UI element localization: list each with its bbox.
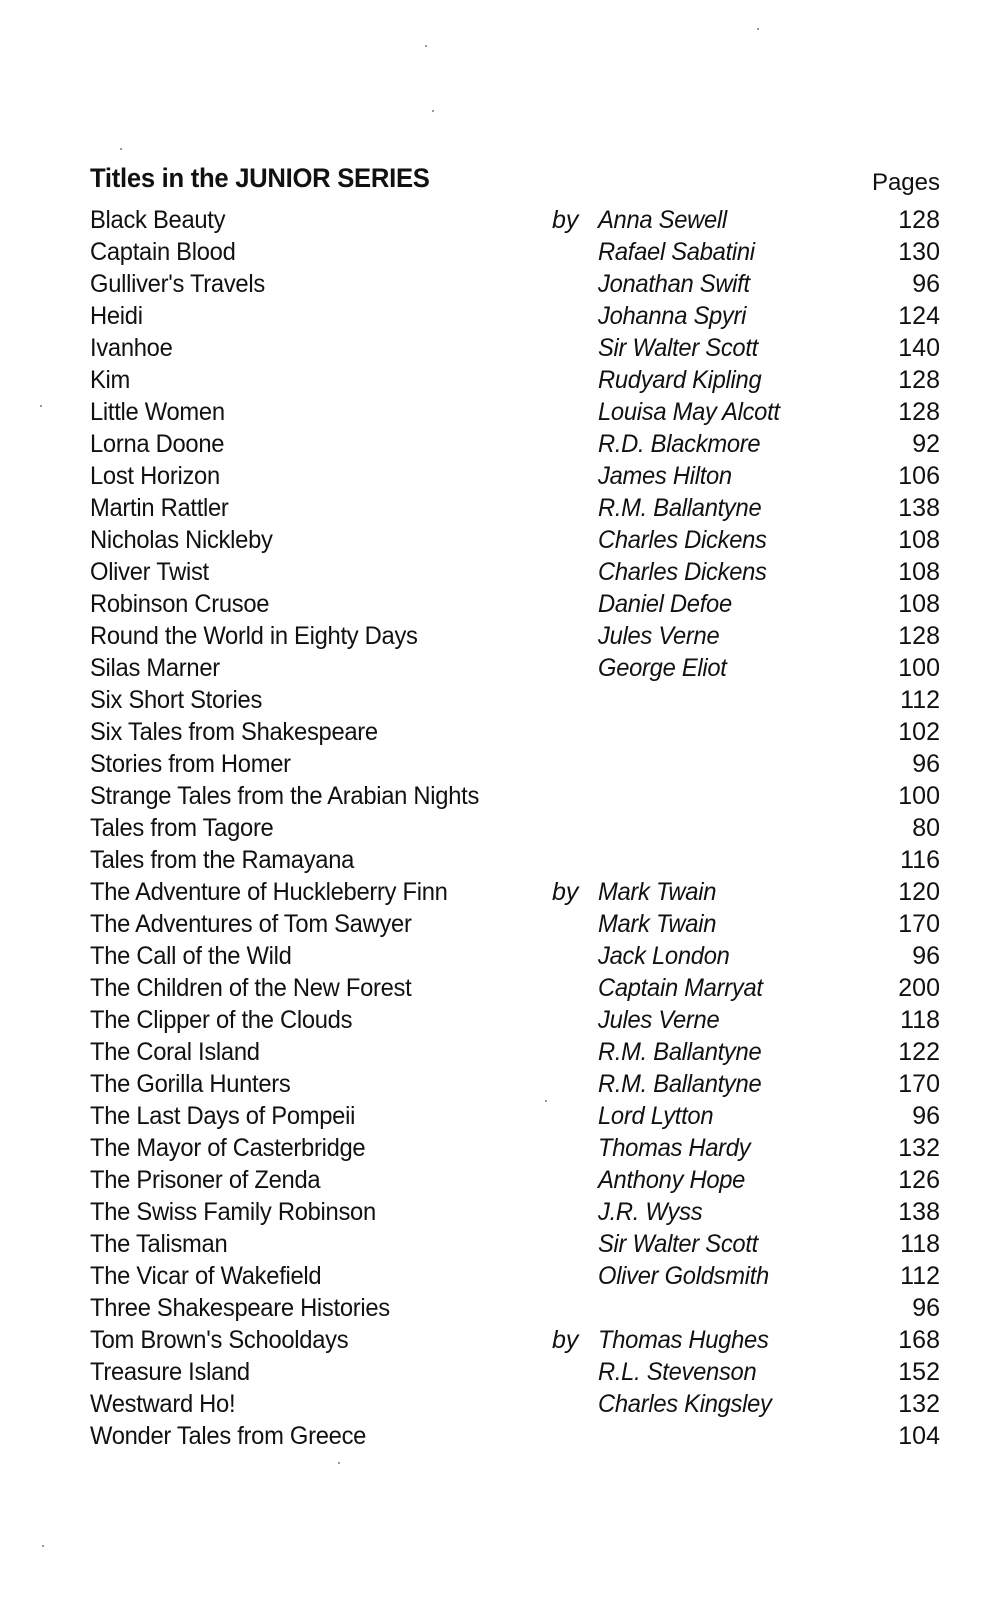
- book-pages: 108: [898, 526, 940, 554]
- book-author: Thomas Hardy: [598, 1134, 751, 1162]
- book-row: [90, 1164, 940, 1196]
- book-author: Jules Verne: [598, 622, 720, 650]
- scan-speck: [757, 28, 759, 30]
- book-pages: 96: [912, 942, 940, 970]
- book-title: Gulliver's Travels: [90, 270, 265, 298]
- series-title: Titles in the JUNIOR SERIES: [90, 163, 430, 193]
- book-author: Lord Lytton: [598, 1102, 714, 1130]
- book-title: Ivanhoe: [90, 334, 173, 362]
- book-row: [90, 1036, 940, 1068]
- book-title: Westward Ho!: [90, 1390, 236, 1418]
- book-pages: 128: [898, 622, 940, 650]
- scan-speck: [338, 1462, 340, 1464]
- book-pages: 112: [900, 686, 940, 714]
- book-row: [90, 396, 940, 428]
- book-row: [90, 620, 940, 652]
- book-title: Six Tales from Shakespeare: [90, 718, 378, 746]
- book-author: R.M. Ballantyne: [598, 494, 762, 522]
- book-title: Round the World in Eighty Days: [90, 622, 418, 650]
- book-pages: 200: [898, 974, 940, 1002]
- book-title: Lorna Doone: [90, 430, 225, 458]
- book-author: Anna Sewell: [598, 206, 727, 234]
- book-pages: 118: [900, 1230, 940, 1258]
- book-row: [90, 940, 940, 972]
- pages-column-header: Pages: [871, 169, 940, 196]
- book-author: Jack London: [598, 942, 730, 970]
- book-row: [90, 876, 940, 908]
- book-row: [90, 972, 940, 1004]
- book-row: [90, 1228, 940, 1260]
- book-pages: 80: [912, 814, 940, 842]
- book-pages: 106: [898, 462, 940, 490]
- book-pages: 168: [898, 1326, 940, 1354]
- book-pages: 130: [898, 238, 940, 266]
- book-author: Daniel Defoe: [598, 590, 732, 618]
- book-pages: 108: [898, 558, 940, 586]
- book-author: Anthony Hope: [598, 1166, 746, 1194]
- book-row: [90, 1068, 940, 1100]
- book-pages: 138: [898, 494, 940, 522]
- book-author: Sir Walter Scott: [598, 334, 758, 362]
- scan-speck: [120, 148, 122, 150]
- book-row: [90, 1196, 940, 1228]
- book-title: The Clipper of the Clouds: [90, 1006, 353, 1034]
- book-pages: 102: [898, 718, 940, 746]
- book-row: [90, 1004, 940, 1036]
- book-pages: 120: [898, 878, 940, 906]
- book-title: Nicholas Nickleby: [90, 526, 273, 554]
- book-pages: 104: [898, 1422, 940, 1450]
- book-row: [90, 588, 940, 620]
- book-pages: 128: [898, 398, 940, 426]
- book-pages: 112: [900, 1262, 940, 1290]
- book-pages: 132: [898, 1134, 940, 1162]
- book-author: R.M. Ballantyne: [598, 1070, 762, 1098]
- book-title: Black Beauty: [90, 206, 226, 234]
- by-label: by: [552, 878, 579, 906]
- book-pages: 96: [912, 1102, 940, 1130]
- book-author: Thomas Hughes: [598, 1326, 769, 1354]
- scan-speck: [545, 1100, 547, 1102]
- book-row: [90, 780, 940, 812]
- book-pages: 152: [898, 1358, 940, 1386]
- book-title: Heidi: [90, 302, 143, 330]
- book-pages: 138: [898, 1198, 940, 1226]
- book-title: Kim: [90, 366, 131, 394]
- scan-speck: [432, 110, 434, 112]
- book-title: Tales from the Ramayana: [90, 846, 355, 874]
- book-row: [90, 428, 940, 460]
- book-author: R.M. Ballantyne: [598, 1038, 762, 1066]
- book-row: [90, 716, 940, 748]
- book-author: Louisa May Alcott: [598, 398, 780, 426]
- book-row: [90, 748, 940, 780]
- book-row: [90, 812, 940, 844]
- book-pages: 100: [898, 654, 940, 682]
- book-row: [90, 844, 940, 876]
- book-title: Martin Rattler: [90, 494, 229, 522]
- book-pages: 140: [898, 334, 940, 362]
- book-row: [90, 1260, 940, 1292]
- book-title: The Adventure of Huckleberry Finn: [90, 878, 448, 906]
- book-row: [90, 460, 940, 492]
- book-row: [90, 268, 940, 300]
- book-title: The Mayor of Casterbridge: [90, 1134, 366, 1162]
- scan-speck: [42, 1545, 44, 1547]
- book-row: [90, 492, 940, 524]
- book-title: Tom Brown's Schooldays: [90, 1326, 349, 1354]
- book-title: The Prisoner of Zenda: [90, 1166, 321, 1194]
- book-title: The Call of the Wild: [90, 942, 292, 970]
- book-row: [90, 684, 940, 716]
- by-label: by: [552, 206, 579, 234]
- book-pages: 126: [898, 1166, 940, 1194]
- book-title: Six Short Stories: [90, 686, 263, 714]
- book-title: Three Shakespeare Histories: [90, 1294, 390, 1322]
- book-row: [90, 332, 940, 364]
- book-title: Robinson Crusoe: [90, 590, 270, 618]
- book-title: The Coral Island: [90, 1038, 260, 1066]
- book-row: [90, 556, 940, 588]
- book-row: [90, 1100, 940, 1132]
- scan-speck: [425, 45, 427, 47]
- book-title: The Vicar of Wakefield: [90, 1262, 322, 1290]
- book-title: Little Women: [90, 398, 225, 426]
- book-title: Lost Horizon: [90, 462, 220, 490]
- book-author: Sir Walter Scott: [598, 1230, 758, 1258]
- book-author: Rudyard Kipling: [598, 366, 762, 394]
- book-author: J.R. Wyss: [598, 1198, 703, 1226]
- book-pages: 170: [898, 910, 940, 938]
- book-title: The Gorilla Hunters: [90, 1070, 291, 1098]
- book-author: James Hilton: [598, 462, 732, 490]
- book-title: The Swiss Family Robinson: [90, 1198, 376, 1226]
- book-row: [90, 908, 940, 940]
- book-row: [90, 236, 940, 268]
- book-pages: 96: [912, 750, 940, 778]
- book-author: Charles Kingsley: [598, 1390, 772, 1418]
- book-title: The Children of the New Forest: [90, 974, 412, 1002]
- book-row: [90, 364, 940, 396]
- book-pages: 96: [912, 270, 940, 298]
- book-row: [90, 1324, 940, 1356]
- book-row: [90, 652, 940, 684]
- book-row: [90, 300, 940, 332]
- book-title: The Adventures of Tom Sawyer: [90, 910, 412, 938]
- book-title: Stories from Homer: [90, 750, 291, 778]
- by-label: by: [552, 1326, 579, 1354]
- book-author: Charles Dickens: [598, 558, 767, 586]
- book-row: [90, 524, 940, 556]
- book-author: Jules Verne: [598, 1006, 720, 1034]
- book-title: Strange Tales from the Arabian Nights: [90, 782, 480, 810]
- book-author: R.D. Blackmore: [598, 430, 761, 458]
- book-list: [90, 204, 940, 1452]
- book-row: [90, 1420, 940, 1452]
- book-pages: 118: [900, 1006, 940, 1034]
- book-author: R.L. Stevenson: [598, 1358, 757, 1386]
- book-title: Oliver Twist: [90, 558, 209, 586]
- book-row: [90, 204, 940, 236]
- book-pages: 122: [898, 1038, 940, 1066]
- book-pages: 92: [912, 430, 940, 458]
- book-row: [90, 1292, 940, 1324]
- book-author: Captain Marryat: [598, 974, 763, 1002]
- book-author: Mark Twain: [598, 878, 717, 906]
- book-pages: 128: [898, 206, 940, 234]
- book-author: Jonathan Swift: [598, 270, 750, 298]
- list-header: [90, 163, 940, 199]
- book-title: Captain Blood: [90, 238, 236, 266]
- book-row: [90, 1388, 940, 1420]
- book-pages: 100: [898, 782, 940, 810]
- book-title: The Last Days of Pompeii: [90, 1102, 356, 1130]
- scan-speck: [40, 405, 42, 407]
- book-pages: 116: [900, 846, 940, 874]
- book-title: Treasure Island: [90, 1358, 250, 1386]
- book-title: Tales from Tagore: [90, 814, 274, 842]
- book-author: Mark Twain: [598, 910, 717, 938]
- book-pages: 170: [898, 1070, 940, 1098]
- book-row: [90, 1132, 940, 1164]
- book-title: The Talisman: [90, 1230, 228, 1258]
- book-author: Rafael Sabatini: [598, 238, 755, 266]
- book-row: [90, 1356, 940, 1388]
- book-author: George Eliot: [598, 654, 727, 682]
- book-author: Oliver Goldsmith: [598, 1262, 769, 1290]
- book-author: Johanna Spyri: [598, 302, 747, 330]
- book-pages: 124: [898, 302, 940, 330]
- book-title: Silas Marner: [90, 654, 220, 682]
- book-pages: 108: [898, 590, 940, 618]
- book-pages: 132: [898, 1390, 940, 1418]
- book-pages: 128: [898, 366, 940, 394]
- book-pages: 96: [912, 1294, 940, 1322]
- book-author: Charles Dickens: [598, 526, 767, 554]
- book-title: Wonder Tales from Greece: [90, 1422, 367, 1450]
